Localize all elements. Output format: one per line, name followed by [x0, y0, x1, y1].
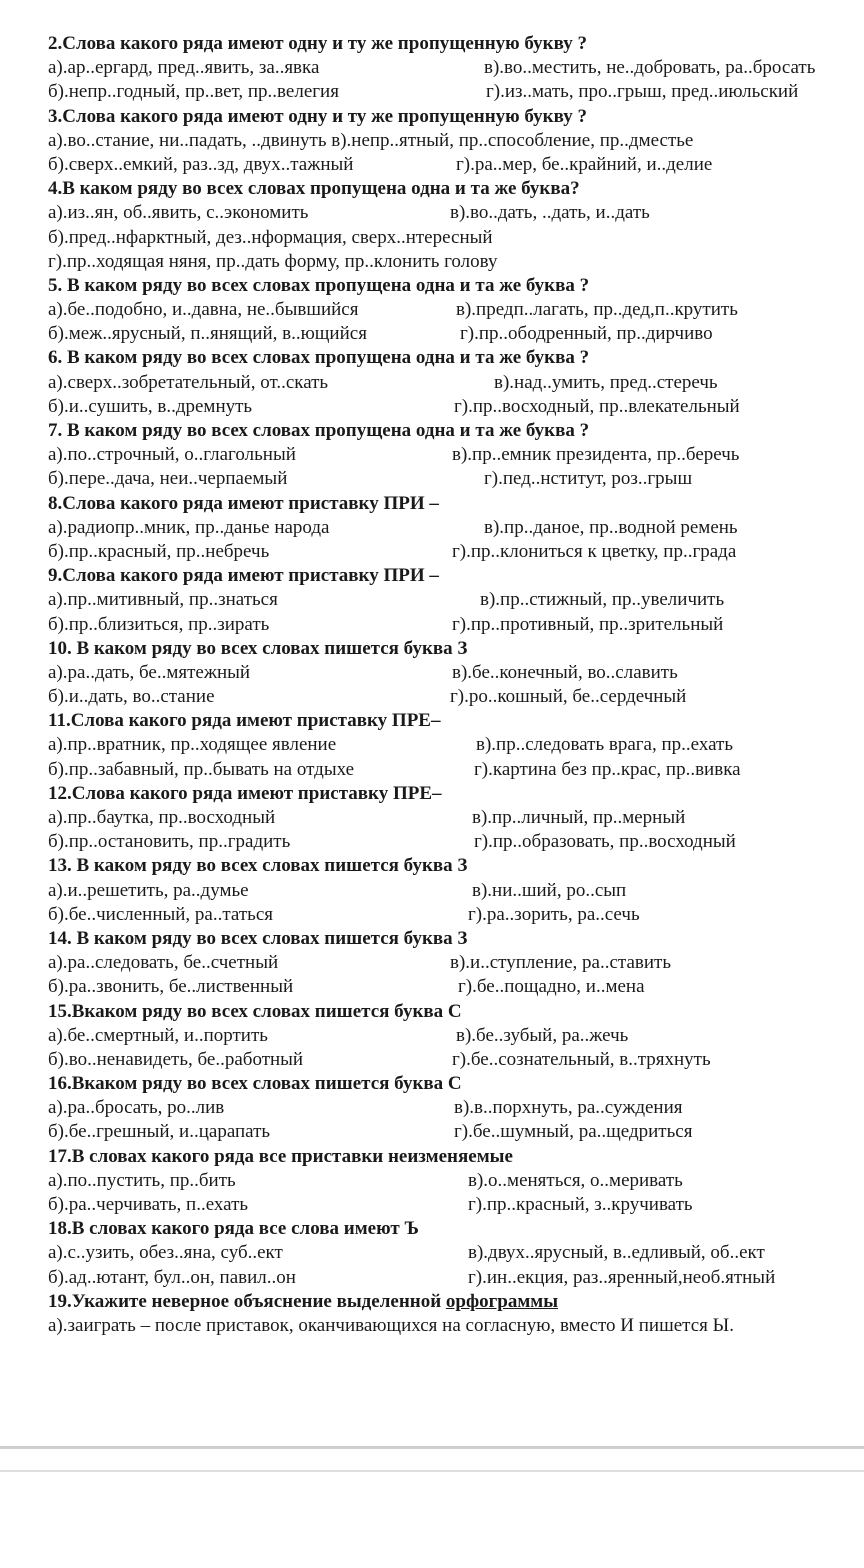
- option-b: б).бе..грешный, и..царапать: [48, 1121, 271, 1143]
- question-17-row-2: [48, 1193, 864, 1217]
- option-a: а).радиопр..мник, пр..данье народа: [48, 516, 330, 538]
- option-a: а).пр..митивный, пр..знаться: [48, 589, 278, 611]
- question-4-row-2: [48, 226, 864, 250]
- option-v: в).бе..зубый, ра..жечь: [456, 1024, 629, 1046]
- question-10-row-1: [48, 661, 864, 685]
- option-g: г).ра..мер, бе..крайний, и..делие: [456, 153, 713, 175]
- question-14-row-2: [48, 975, 864, 999]
- option-v: в).пр..емник президента, пр..беречь: [452, 444, 740, 466]
- option-g: г).пр..красный, з..кручивать: [468, 1194, 693, 1215]
- question-10-row-2: [48, 685, 864, 709]
- option-v: в).предп..лагать, пр..дед,п..крутить: [456, 299, 738, 321]
- question-14: 14. В каком ряду во всех словах пишется буква З: [48, 927, 468, 949]
- option-a: а).из..ян, об..явить, с..экономить: [48, 202, 309, 224]
- question-12: 12.Слова какого ряда имеют приставку ПРЕ–: [48, 782, 442, 804]
- question-2: 2.Слова какого ряда имеют одну и ту же пропущенную букву ?: [48, 33, 587, 54]
- question-18-row-2: [48, 1266, 864, 1290]
- question-2-row-1: [48, 56, 864, 80]
- question-18: 18.В словах какого ряда все слова имеют Ъ: [48, 1218, 419, 1240]
- question-11-row-2: [48, 758, 864, 782]
- option-v: в).бе..конечный, во..славить: [452, 661, 678, 683]
- question-7-row-2: [48, 467, 864, 491]
- option-a: а).бе..смертный, и..портить: [48, 1024, 268, 1046]
- option-v: в).во..местить, не..добровать, ра..бросать: [484, 57, 816, 79]
- question-16: 16.Вкаком ряду во всех словах пишется буква С: [48, 1073, 462, 1095]
- question-8-row-1: [48, 516, 864, 540]
- option-a: а).заиграть – после приставок, оканчивающихся на согласную, вместо И пишется Ы.: [48, 1314, 734, 1336]
- option-b: б).пр..красный, пр..небречь: [48, 540, 270, 562]
- question-9-row-1: [48, 588, 864, 612]
- question-12-row-1: [48, 806, 864, 830]
- option-b: б).пр..остановить, пр..градить: [48, 831, 291, 853]
- option-b: б).во..ненавидеть, бе..работный: [48, 1048, 304, 1070]
- option-b: б).пр..близиться, пр..зирать: [48, 613, 270, 635]
- question-19-underlined: орфограммы: [445, 1290, 559, 1312]
- option-g: г).пр..восходный, пр..влекательный: [454, 395, 740, 417]
- question-19: [48, 1290, 864, 1314]
- option-a: а).пр..вратник, пр..ходящее явление: [48, 734, 337, 756]
- question-6: 6. В каком ряду во всех словах пропущена одна и та же буква ?: [48, 347, 590, 369]
- question-7-row-1: [48, 443, 864, 467]
- option-b: б).ад..ютант, бул..он, павил..он: [48, 1266, 296, 1288]
- option-b: б).и..сушить, в..дремнуть: [48, 395, 253, 417]
- option-b: б).бе..численный, ра..таться: [48, 903, 273, 925]
- option-a: а).с..узить, обез..яна, суб..ект: [48, 1242, 283, 1264]
- question-3-row-2: [48, 153, 864, 177]
- question-17-row-1: [48, 1169, 864, 1193]
- option-b: б).ра..черчивать, п..ехать: [48, 1194, 249, 1215]
- option-g: г).из..мать, про..грыш, пред..июльский: [486, 81, 799, 103]
- question-4-row-1: [48, 201, 864, 225]
- option-a: а).по..строчный, о..глагольный: [48, 444, 296, 466]
- option-a: а).сверх..зобретательный, от..скать: [48, 371, 329, 393]
- option-a: а).ра..следовать, бе..счетный: [48, 952, 279, 974]
- option-a: а).и..решетить, ра..думье: [48, 879, 249, 901]
- question-5: 5. В каком ряду во всех словах пропущена одна и та же буква ?: [48, 274, 590, 296]
- question-9: 9.Слова какого ряда имеют приставку ПРИ –: [48, 565, 439, 587]
- option-b: б).пред..нфарктный, дез..нформация, сверх..нтересный: [48, 226, 493, 248]
- option-g: г).пр..клониться к цветку, пр..града: [452, 540, 737, 562]
- option-g: г).бе..пощадно, и..мена: [458, 976, 645, 998]
- option-v: в).пр..стижный, пр..увеличить: [480, 589, 725, 611]
- question-5-row-1: [48, 298, 864, 322]
- option-g: г).пр..ходящая няня, пр..дать форму, пр..клонить голову: [48, 250, 498, 272]
- option-g: г).пр..образовать, пр..восходный: [474, 831, 736, 853]
- option-v: в).ни..ший, ро..сып: [472, 879, 627, 901]
- option-b: б).меж..ярусный, п..янящий, в..ющийся: [48, 323, 367, 345]
- question-12-row-2: [48, 830, 864, 854]
- option-g: г).ра..зорить, ра..сечь: [468, 903, 640, 925]
- option-g: г).пр..противный, пр..зрительный: [452, 613, 724, 635]
- question-18-row-1: [48, 1241, 864, 1265]
- question-13-row-2: [48, 903, 864, 927]
- question-14-row-1: [48, 951, 864, 975]
- option-b: б).пр..забавный, пр..бывать на отдыхе: [48, 758, 355, 780]
- question-11: 11.Слова какого ряда имеют приставку ПРЕ–: [48, 710, 441, 732]
- option-v: в).над..умить, пред..стеречь: [494, 371, 718, 393]
- option-b: б).ра..звонить, бе..лиственный: [48, 976, 294, 998]
- option-b: б).непр..годный, пр..вет, пр..велегия: [48, 81, 339, 103]
- question-16-row-1: [48, 1096, 864, 1120]
- option-v: в).пр..следовать врага, пр..ехать: [476, 734, 734, 756]
- question-15-row-2: [48, 1048, 864, 1072]
- page-divider: [0, 1446, 864, 1449]
- option-v: в).двух..ярусный, в..едливый, об..ект: [468, 1242, 765, 1264]
- option-v: в).о..меняться, о..меривать: [468, 1169, 683, 1191]
- option-v: в).и..ступление, ра..ставить: [450, 952, 671, 974]
- question-8-row-2: [48, 540, 864, 564]
- question-3-row-1: [48, 129, 864, 153]
- option-g: г).картина без пр..крас, пр..вивка: [474, 758, 741, 780]
- option-g: г).ро..кошный, бе..сердечный: [450, 686, 687, 708]
- option-b: б).и..дать, во..стание: [48, 686, 215, 708]
- option-g: г).бе..шумный, ра..щедриться: [454, 1121, 693, 1143]
- option-v: в).пр..даное, пр..водной ремень: [484, 516, 738, 538]
- question-16-row-2: [48, 1120, 864, 1144]
- question-3: 3.Слова какого ряда имеют одну и ту же пропущенную букву ?: [48, 105, 587, 127]
- option-a: а).по..пустить, пр..бить: [48, 1169, 236, 1191]
- question-13-row-1: [48, 879, 864, 903]
- question-2-row-2: [48, 80, 864, 104]
- question-10: 10. В каком ряду во всех словах пишется буква З: [48, 637, 468, 659]
- question-9-row-2: [48, 613, 864, 637]
- option-b: б).сверх..емкий, раз..зд, двух..тажный: [48, 153, 354, 175]
- question-4: 4.В каком ряду во всех словах пропущена одна и та же буква?: [48, 178, 580, 200]
- option-g: г).пр..ободренный, пр..дирчиво: [460, 323, 713, 345]
- option-a: а).бе..подобно, и..давна, не..бывшийся: [48, 299, 359, 321]
- question-6-row-1: [48, 371, 864, 395]
- question-7: 7. В каком ряду во всех словах пропущена одна и та же буква ?: [48, 420, 590, 441]
- option-a: а).ра..бросать, ро..лив: [48, 1097, 225, 1119]
- question-4-row-3: [48, 250, 864, 274]
- option-a: а).ар..ергард, пред..явить, за..явка: [48, 57, 320, 79]
- question-6-row-2: [48, 395, 864, 419]
- question-13: 13. В каком ряду во всех словах пишется буква З: [48, 855, 468, 877]
- question-8: 8.Слова какого ряда имеют приставку ПРИ –: [48, 492, 439, 514]
- question-5-row-2: [48, 322, 864, 346]
- option-v: в).пр..личный, пр..мерный: [472, 807, 686, 828]
- page-divider: [0, 1470, 864, 1472]
- question-15: 15.Вкаком ряду во всех словах пишется буква С: [48, 1000, 462, 1022]
- option-g: г).бе..сознательный, в..тряхнуть: [452, 1048, 711, 1070]
- option-v: в).во..дать, ..дать, и..дать: [450, 202, 650, 224]
- question-19-row-1: [48, 1314, 864, 1338]
- option-a-v: а).во..стание, ни..падать, ..двинуть в).непр..ятный, пр..способление, пр..дместье: [48, 129, 694, 151]
- question-11-row-1: [48, 733, 864, 757]
- option-g: г).ин..екция, раз..яренный,необ.ятный: [468, 1266, 776, 1288]
- option-g: г).пед..нститут, роз..грыш: [484, 468, 693, 490]
- question-19-text: 19.Укажите неверное объяснение выделенной: [48, 1290, 446, 1312]
- option-v: в).в..порхнуть, ра..суждения: [454, 1097, 683, 1119]
- question-17: 17.В словах какого ряда все приставки неизменяемые: [48, 1145, 513, 1167]
- option-b: б).пере..дача, неи..черпаемый: [48, 468, 288, 490]
- option-a: а).ра..дать, бе..мятежный: [48, 661, 251, 683]
- option-a: а).пр..баутка, пр..восходный: [48, 807, 276, 828]
- question-15-row-1: [48, 1024, 864, 1048]
- worksheet: [48, 32, 864, 1338]
